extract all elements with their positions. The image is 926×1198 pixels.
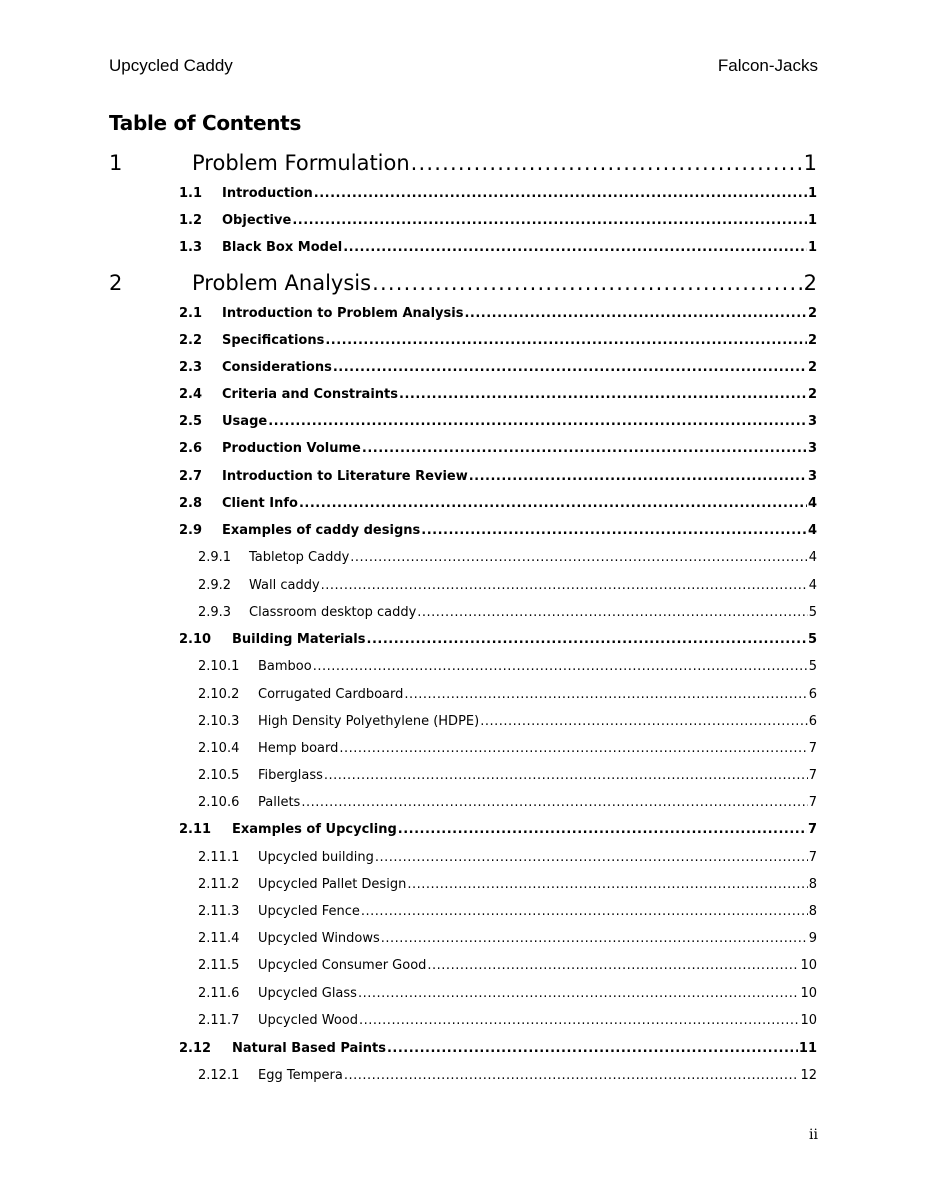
toc-entry-number: 2.12 (179, 1041, 212, 1056)
toc-entry-number: 2.4 (179, 387, 203, 402)
toc-entry-label[interactable]: Upcycled Glass (258, 986, 357, 1001)
toc-entry[interactable] (179, 632, 817, 650)
toc-entry-page-number: 4 (807, 523, 817, 538)
toc-entry-page-number: 7 (808, 850, 817, 865)
toc-entry[interactable] (109, 151, 817, 177)
toc-entry-label[interactable]: Egg Tempera (258, 1068, 343, 1083)
toc-entry-label[interactable]: Classroom desktop caddy (249, 605, 417, 620)
toc-entry-number: 2.11.4 (198, 931, 240, 946)
toc-entry-number: 2.10.5 (198, 768, 240, 783)
toc-entry-page-number: 5 (807, 632, 817, 647)
toc-entry[interactable] (198, 714, 817, 732)
toc-entry-page-number: 4 (808, 578, 817, 593)
dot-leader (417, 605, 807, 620)
dot-leader (343, 240, 807, 255)
toc-entry-page-number: 2 (807, 306, 817, 321)
toc-entry-page-number: 1 (807, 240, 817, 255)
dot-leader (421, 523, 807, 538)
toc-entry-page-number: 6 (808, 687, 817, 702)
toc-entry-label[interactable]: Objective (222, 213, 292, 228)
toc-entry-label[interactable]: Upcycled Wood (258, 1013, 359, 1028)
toc-entry-number: 2.10.2 (198, 687, 240, 702)
toc-entry-label[interactable]: Examples of caddy designs (222, 523, 421, 538)
dot-leader (359, 1013, 799, 1028)
dot-leader (292, 213, 807, 228)
toc-entry[interactable] (179, 496, 817, 514)
toc-entry-label[interactable]: Introduction to Literature Review (222, 469, 468, 484)
toc-entry[interactable] (179, 213, 817, 231)
toc-entry-number: 2.11 (179, 822, 212, 837)
toc-entry-page-number: 10 (800, 958, 817, 973)
footer-page-number: ii (809, 1127, 818, 1143)
toc-entry-label[interactable]: Problem Analysis (192, 271, 372, 295)
dot-leader (399, 387, 807, 402)
dot-leader (324, 768, 808, 783)
dot-leader (404, 687, 807, 702)
header-document-title: Upcycled Caddy (109, 56, 233, 75)
toc-entry-page-number: 2 (807, 333, 817, 348)
toc-entry-number: 2.11.6 (198, 986, 240, 1001)
toc-entry[interactable] (198, 904, 817, 922)
dot-leader (464, 306, 807, 321)
dot-leader (361, 904, 808, 919)
toc-entry[interactable] (198, 1068, 817, 1086)
dot-leader (339, 741, 807, 756)
dot-leader (325, 333, 807, 348)
toc-entry-label[interactable]: Wall caddy (249, 578, 320, 593)
header-team-name: Falcon-Jacks (717, 56, 818, 75)
toc-entry-page-number: 1 (807, 213, 817, 228)
dot-leader (398, 822, 807, 837)
dot-leader (367, 632, 807, 647)
toc-entry-number: 2.10.3 (198, 714, 240, 729)
toc-entry-label[interactable]: Examples of Upcycling (232, 822, 397, 837)
toc-entry-number: 2.2 (179, 333, 203, 348)
toc-entry[interactable] (179, 387, 817, 405)
toc-entry[interactable] (198, 659, 817, 677)
toc-entry-page-number: 8 (808, 877, 817, 892)
toc-entry-page-number: 7 (808, 795, 817, 810)
toc-entry-page-number: 6 (808, 714, 817, 729)
toc-entry-number: 2.10.6 (198, 795, 240, 810)
toc-entry-page-number: 5 (808, 605, 817, 620)
toc-entry-page-number: 2 (803, 271, 817, 295)
toc-entry-label[interactable]: Considerations (222, 360, 332, 375)
dot-leader (321, 578, 808, 593)
dot-leader (407, 877, 807, 892)
toc-entry-page-number: 1 (803, 151, 817, 175)
toc-entry[interactable] (198, 931, 817, 949)
toc-entry-label[interactable]: Problem Formulation (192, 151, 410, 175)
dot-leader (314, 186, 807, 201)
dot-leader (350, 550, 807, 565)
toc-entry-number: 2.5 (179, 414, 203, 429)
dot-leader (299, 496, 807, 511)
toc-entry-number: 2.10.4 (198, 741, 240, 756)
toc-entry-number: 2.10.1 (198, 659, 240, 674)
toc-entry-label[interactable]: Client Info (222, 496, 298, 511)
dot-leader (381, 931, 808, 946)
toc-entry-page-number: 3 (807, 469, 817, 484)
toc-entry-label[interactable]: Upcycled Consumer Good (258, 958, 427, 973)
toc-entry-number: 2.6 (179, 441, 203, 456)
toc-entry[interactable] (179, 333, 817, 351)
toc-entry[interactable] (179, 822, 817, 840)
toc-entry[interactable] (179, 1041, 817, 1059)
toc-entry-label[interactable]: Corrugated Cardboard (258, 687, 404, 702)
toc-entry[interactable] (198, 550, 817, 568)
toc-entry-page-number: 5 (808, 659, 817, 674)
toc-entry[interactable] (198, 578, 817, 596)
toc-entry-number: 1.3 (179, 240, 203, 255)
toc-entry[interactable] (198, 687, 817, 705)
toc-entry-number: 2.11.1 (198, 850, 240, 865)
toc-entry[interactable] (179, 306, 817, 324)
dot-leader (344, 1068, 800, 1083)
toc-entry-page-number: 2 (807, 387, 817, 402)
toc-entry-number: 1.1 (179, 186, 203, 201)
toc-entry-label[interactable]: Introduction (222, 186, 313, 201)
dot-leader (372, 271, 803, 295)
toc-entry-label[interactable]: Hemp board (258, 741, 339, 756)
toc-entry-label[interactable]: Introduction to Problem Analysis (222, 306, 464, 321)
toc-entry-page-number: 3 (807, 441, 817, 456)
toc-entry[interactable] (198, 1013, 817, 1031)
toc-entry-number: 2.3 (179, 360, 203, 375)
toc-entry-page-number: 3 (807, 414, 817, 429)
toc-entry[interactable] (179, 360, 817, 378)
toc-entry[interactable] (198, 795, 817, 813)
toc-entry-number: 2.7 (179, 469, 203, 484)
toc-entry-page-number: 4 (808, 550, 817, 565)
toc-entry[interactable] (198, 877, 817, 895)
toc-entry-label[interactable]: Upcycled Pallet Design (258, 877, 407, 892)
dot-leader (480, 714, 808, 729)
toc-entry[interactable] (198, 605, 817, 623)
toc-entry-number: 2.11.3 (198, 904, 240, 919)
toc-entry[interactable] (109, 271, 817, 297)
toc-entry-number: 2.9.1 (198, 550, 232, 565)
toc-entry-page-number: 10 (800, 986, 817, 1001)
toc-entry-label[interactable]: Criteria and Constraints (222, 387, 398, 402)
toc-entry-page-number: 1 (807, 186, 817, 201)
dot-leader (362, 441, 807, 456)
toc-entry-number: 2.11.5 (198, 958, 240, 973)
dot-leader (469, 469, 807, 484)
toc-entry-number: 2.9.3 (198, 605, 232, 620)
toc-entry-number: 2 (109, 271, 123, 295)
toc-entry-label[interactable]: Upcycled Windows (258, 931, 380, 946)
toc-entry-page-number: 7 (808, 768, 817, 783)
toc-entry-number: 2.8 (179, 496, 203, 511)
toc-entry-number: 2.9.2 (198, 578, 232, 593)
toc-entry-label[interactable]: Pallets (258, 795, 301, 810)
toc-entry[interactable] (179, 240, 817, 258)
toc-heading: Table of Contents (109, 111, 302, 135)
toc-entry-page-number: 11 (798, 1041, 817, 1056)
dot-leader (313, 659, 808, 674)
toc-entry[interactable] (198, 741, 817, 759)
dot-leader (333, 360, 807, 375)
toc-entry-number: 2.1 (179, 306, 203, 321)
toc-entry-page-number: 7 (808, 741, 817, 756)
toc-entry-page-number: 8 (808, 904, 817, 919)
toc-entry-page-number: 12 (800, 1068, 817, 1083)
toc-entry[interactable] (179, 414, 817, 432)
toc-entry-label[interactable]: Fiberglass (258, 768, 323, 783)
toc-entry-label[interactable]: Black Box Model (222, 240, 343, 255)
dot-leader (301, 795, 807, 810)
toc-entry-page-number: 7 (807, 822, 817, 837)
toc-entry[interactable] (179, 469, 817, 487)
toc-entry-page-number: 2 (807, 360, 817, 375)
dot-leader (387, 1041, 798, 1056)
toc-entry[interactable] (198, 850, 817, 868)
toc-entry-label[interactable]: Bamboo (258, 659, 312, 674)
toc-entry-label[interactable]: Upcycled building (258, 850, 374, 865)
dot-leader (358, 986, 800, 1001)
toc-entry-number: 2.9 (179, 523, 203, 538)
toc-entry-label[interactable]: Production Volume (222, 441, 361, 456)
toc-entry[interactable] (198, 768, 817, 786)
toc-entry-label[interactable]: Usage (222, 414, 268, 429)
toc-entry-number: 2.12.1 (198, 1068, 240, 1083)
toc-entry-number: 2.10 (179, 632, 212, 647)
toc-entry-page-number: 4 (807, 496, 817, 511)
dot-leader (375, 850, 808, 865)
toc-entry-label[interactable]: Building Materials (232, 632, 366, 647)
toc-entry-label[interactable]: Tabletop Caddy (249, 550, 350, 565)
toc-entry[interactable] (198, 986, 817, 1004)
toc-entry[interactable] (179, 523, 817, 541)
toc-entry-page-number: 10 (800, 1013, 817, 1028)
toc-entry[interactable] (179, 186, 817, 204)
toc-entry-label[interactable]: Specifications (222, 333, 325, 348)
toc-entry-number: 1.2 (179, 213, 203, 228)
toc-entry-label[interactable]: High Density Polyethylene (HDPE) (258, 714, 480, 729)
toc-entry-label[interactable]: Upcycled Fence (258, 904, 360, 919)
toc-entry[interactable] (198, 958, 817, 976)
toc-entry-number: 2.11.7 (198, 1013, 240, 1028)
toc-entry-number: 1 (109, 151, 123, 175)
toc-entry[interactable] (179, 441, 817, 459)
toc-entry-label[interactable]: Natural Based Paints (232, 1041, 386, 1056)
toc-entry-page-number: 9 (808, 931, 817, 946)
dot-leader (268, 414, 807, 429)
dot-leader (427, 958, 799, 973)
dot-leader (411, 151, 803, 175)
toc-entry-number: 2.11.2 (198, 877, 240, 892)
